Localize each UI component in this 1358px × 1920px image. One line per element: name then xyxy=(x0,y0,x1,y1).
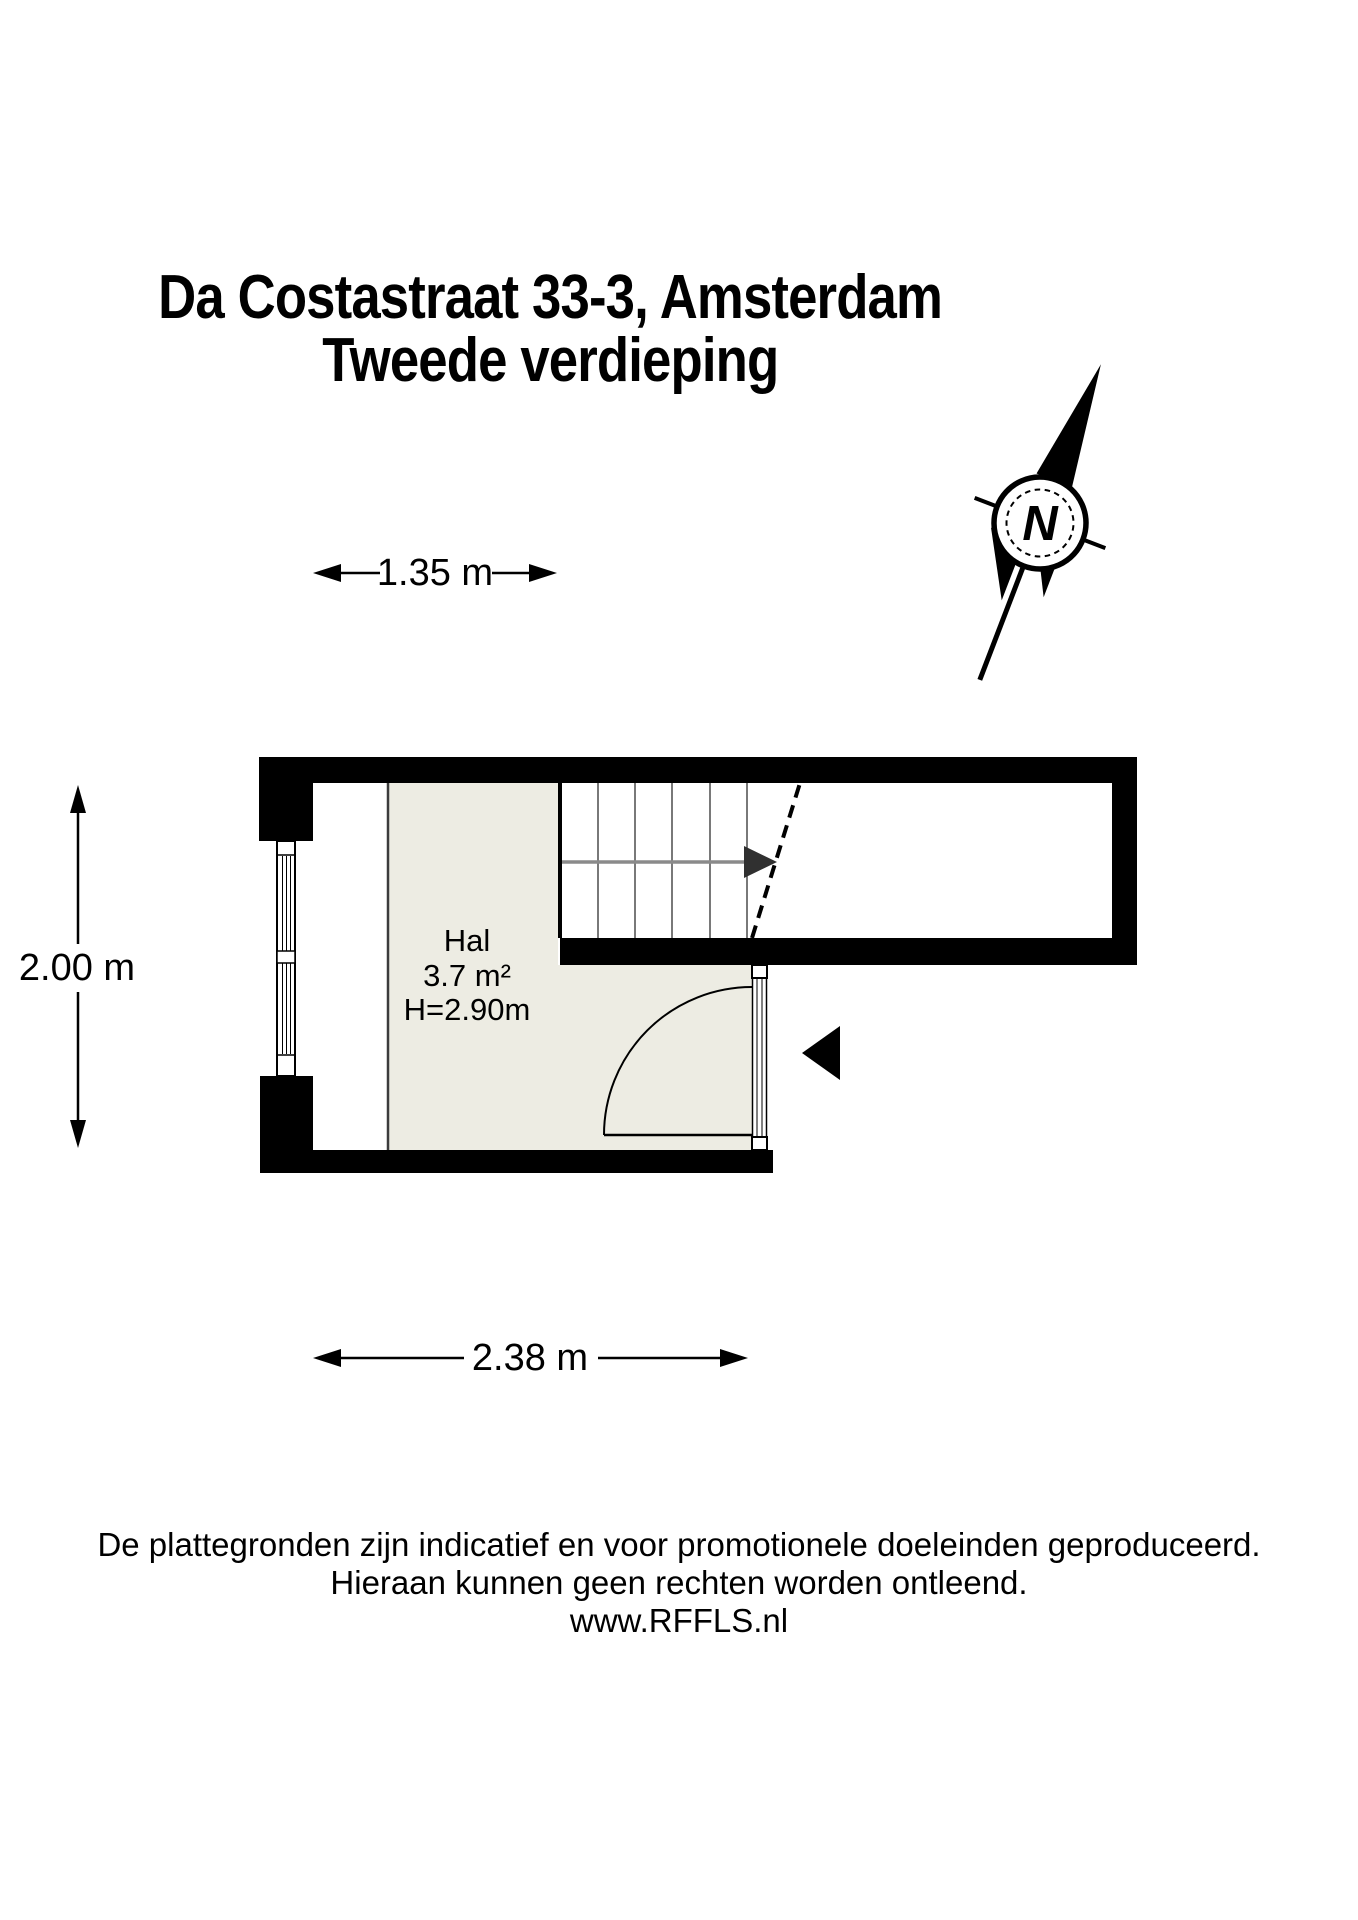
door-post-bottom xyxy=(752,1137,767,1150)
door-frame xyxy=(753,978,767,1137)
footer-website: www.RFFLS.nl xyxy=(569,1602,789,1639)
dimension-label-bottom: 2.38 m xyxy=(471,1337,589,1379)
stair-left-edge xyxy=(558,783,562,938)
compass-tick-west xyxy=(975,498,996,506)
room-ceiling-height: H=2.90m xyxy=(403,992,531,1027)
room-label-block xyxy=(337,924,597,1028)
entrance-arrow-icon xyxy=(802,1026,840,1080)
title-address: Da Costastraat 33-3, Amsterdam xyxy=(158,263,942,332)
dim-arrowhead-down xyxy=(70,1120,86,1148)
footer-disclaimer xyxy=(0,1526,1358,1640)
wall-left-upper xyxy=(259,757,313,841)
door-post-top xyxy=(752,965,767,978)
window-left xyxy=(277,841,295,1076)
room-area: 3.7 m² xyxy=(423,957,511,993)
dim-arrowhead-left xyxy=(313,1349,341,1367)
plan-title xyxy=(0,263,1100,395)
disclaimer-line-1: De plattegronden zijn indicatief en voor promotionele doeleinden geproduceerd. xyxy=(97,1526,1261,1563)
window-center-post xyxy=(277,951,295,963)
dimension-label-left: 2.00 m xyxy=(18,947,136,989)
dim-arrowhead-up xyxy=(70,785,86,813)
title-floor: Tweede verdieping xyxy=(321,326,779,395)
wall-stair-bottom xyxy=(560,938,1137,965)
wall-bottom xyxy=(260,1150,773,1173)
room-name: Hal xyxy=(443,923,491,958)
dim-arrowhead-right xyxy=(720,1349,748,1367)
wall-right xyxy=(1112,757,1137,964)
wall-top xyxy=(259,757,1137,783)
compass-north-label: N xyxy=(1022,497,1058,551)
compass-rose xyxy=(914,339,1166,705)
stairs xyxy=(562,783,800,938)
compass-tick-east xyxy=(1084,540,1105,548)
dimension-label-top: 1.35 m xyxy=(376,552,494,594)
disclaimer-line-2: Hieraan kunnen geen rechten worden ontleend. xyxy=(330,1564,1028,1601)
